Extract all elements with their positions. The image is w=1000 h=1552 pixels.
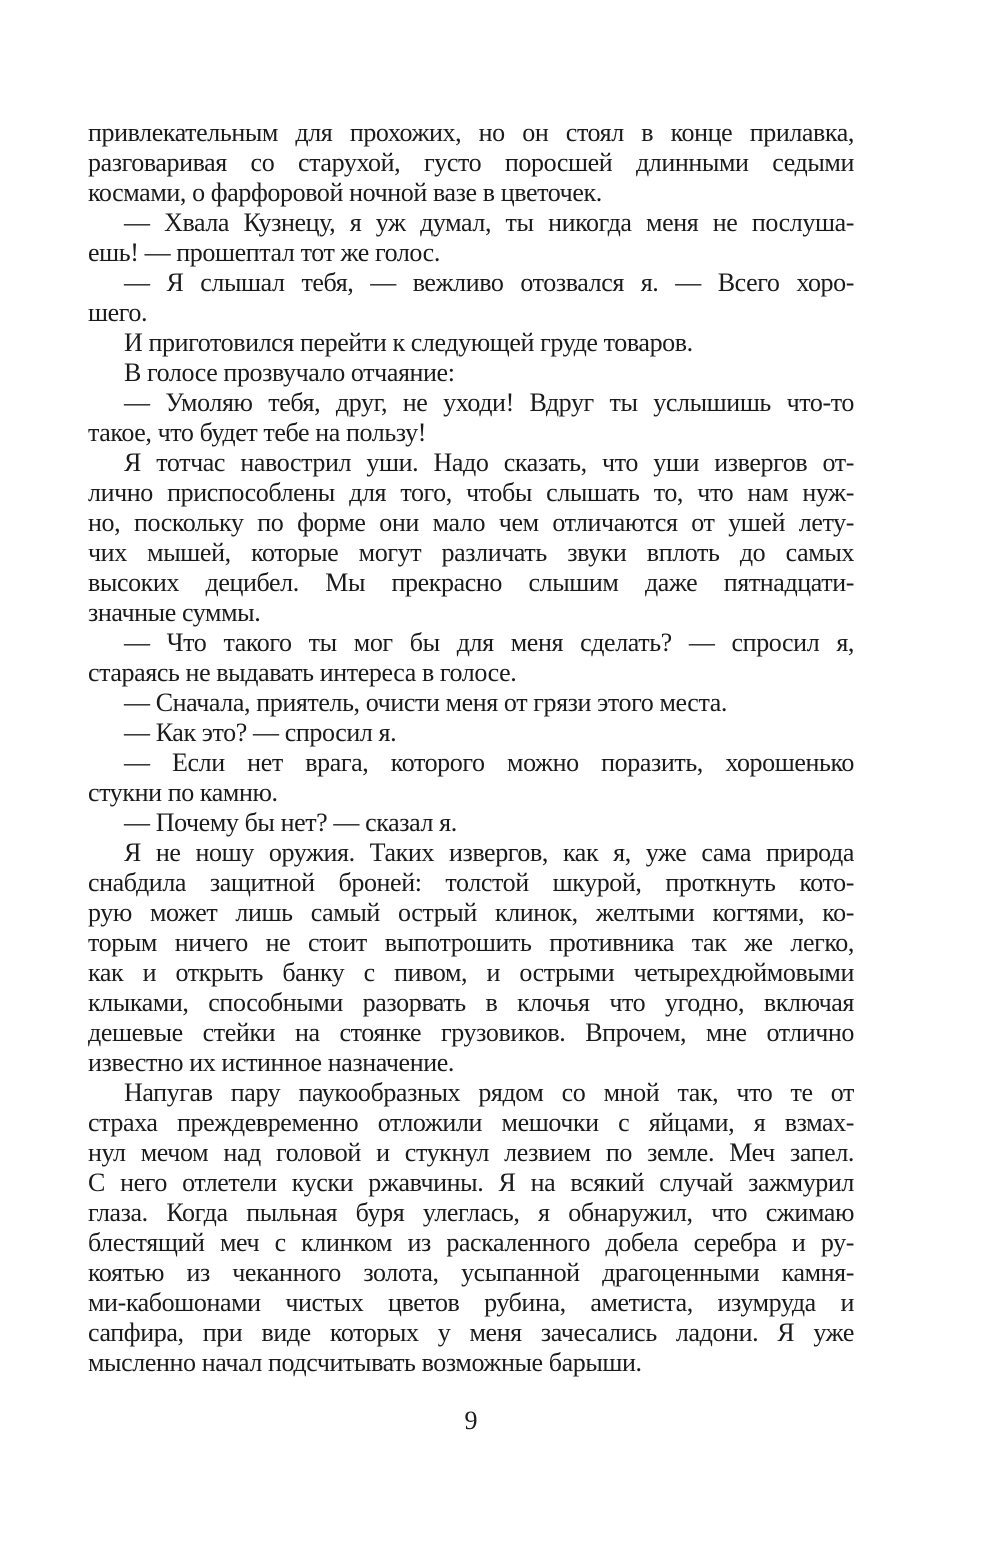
paragraph xyxy=(88,628,854,688)
text-line: Напугав пару паукообразных рядом со мной так, что те от xyxy=(124,1078,854,1107)
text-line: значные суммы. xyxy=(88,598,261,627)
text-line: Я не ношу оружия. Таких извергов, как я, уже сама природа xyxy=(124,838,854,867)
text-line: рую может лишь самый острый клинок, желтыми когтями, ко- xyxy=(88,898,854,927)
text-line: чих мышей, которые могут различать звуки вплоть до самых xyxy=(88,538,854,567)
text-line: но, поскольку по форме они мало чем отличаются от ушей лету- xyxy=(88,508,854,537)
text-line: стукни по камню. xyxy=(88,778,278,807)
text-line: известно их истинное назначение. xyxy=(88,1048,454,1077)
text-line: космами, о фарфоровой ночной вазе в цветочек. xyxy=(88,178,602,207)
paragraph xyxy=(88,688,854,718)
text-line: В голосе прозвучало отчаяние: xyxy=(124,358,455,387)
text-line: как и открыть банку с пивом, и острыми четырехдюймовыми xyxy=(88,958,854,987)
text-line: лично приспособлены для того, чтобы слышать то, что нам нуж- xyxy=(88,478,854,507)
text-line: ми-кабошонами чистых цветов рубина, аметиста, изумруда и xyxy=(88,1288,854,1317)
text-line: шего. xyxy=(88,298,148,327)
text-line: С него отлетели куски ржавчины. Я на всякий случай зажмурил xyxy=(88,1168,854,1197)
text-line: — Сначала, приятель, очисти меня от грязи этого места. xyxy=(124,688,727,717)
paragraph xyxy=(88,1078,854,1378)
text-line: привлекательным для прохожих, но он стоял в конце прилавка, xyxy=(88,118,854,147)
paragraph xyxy=(88,748,854,808)
text-line: Я тотчас навострил уши. Надо сказать, что уши извергов от- xyxy=(124,448,854,477)
text-line: сапфира, при виде которых у меня зачесались ладони. Я уже xyxy=(88,1318,854,1347)
text-line: торым ничего не стоит выпотрошить противника так же легко, xyxy=(88,928,854,957)
text-line: — Что такого ты мог бы для меня сделать? — спросил я, xyxy=(124,628,854,657)
text-line: дешевые стейки на стоянке грузовиков. Впрочем, мне отлично xyxy=(88,1018,854,1047)
text-line: глаза. Когда пыльная буря улеглась, я обнаружил, что сжимаю xyxy=(88,1198,854,1227)
paragraph xyxy=(88,718,854,748)
text-line: И приготовился перейти к следующей груде товаров. xyxy=(124,328,693,357)
paragraph xyxy=(88,838,854,1078)
text-line: высоких децибел. Мы прекрасно слышим даже пятнадцати- xyxy=(88,568,854,597)
text-line: мысленно начал подсчитывать возможные барыши. xyxy=(88,1348,642,1377)
text-line: клыками, способными разорвать в клочья что угодно, включая xyxy=(88,988,854,1017)
text-line: страха преждевременно отложили мешочки с яйцами, я взмах- xyxy=(88,1108,854,1137)
paragraph xyxy=(88,448,854,628)
text-block xyxy=(88,118,854,1378)
text-line: — Хвала Кузнецу, я уж думал, ты никогда меня не послуша- xyxy=(124,208,854,237)
text-line: коятью из чеканного золота, усыпанной драгоценными камня- xyxy=(88,1258,854,1287)
paragraph xyxy=(88,118,854,208)
page-number: 9 xyxy=(464,1406,478,1435)
paragraph xyxy=(88,358,854,388)
text-line: — Почему бы нет? — сказал я. xyxy=(124,808,457,837)
text-line: — Умоляю тебя, друг, не уходи! Вдруг ты услышишь что-то xyxy=(124,388,854,417)
text-line: такое, что будет тебе на пользу! xyxy=(88,418,426,447)
text-line: нул мечом над головой и стукнул лезвием по земле. Меч запел. xyxy=(88,1138,854,1167)
paragraph xyxy=(88,328,854,358)
paragraph xyxy=(88,268,854,328)
text-line: стараясь не выдавать интереса в голосе. xyxy=(88,658,517,687)
paragraph xyxy=(88,808,854,838)
paragraph xyxy=(88,388,854,448)
paragraph xyxy=(88,208,854,268)
text-line: ешь! — прошептал тот же голос. xyxy=(88,238,440,267)
text-line: — Как это? — спросил я. xyxy=(124,718,397,747)
text-line: блестящий меч с клинком из раскаленного добела серебра и ру- xyxy=(88,1228,854,1257)
text-line: разговаривая со старухой, густо поросшей длинными седыми xyxy=(88,148,854,177)
text-line: — Если нет врага, которого можно поразить, хорошенько xyxy=(124,748,854,777)
text-line: снабдила защитной броней: толстой шкурой, проткнуть кото- xyxy=(88,868,854,897)
text-line: — Я слышал тебя, — вежливо отозвался я. — Всего хоро- xyxy=(124,268,854,297)
